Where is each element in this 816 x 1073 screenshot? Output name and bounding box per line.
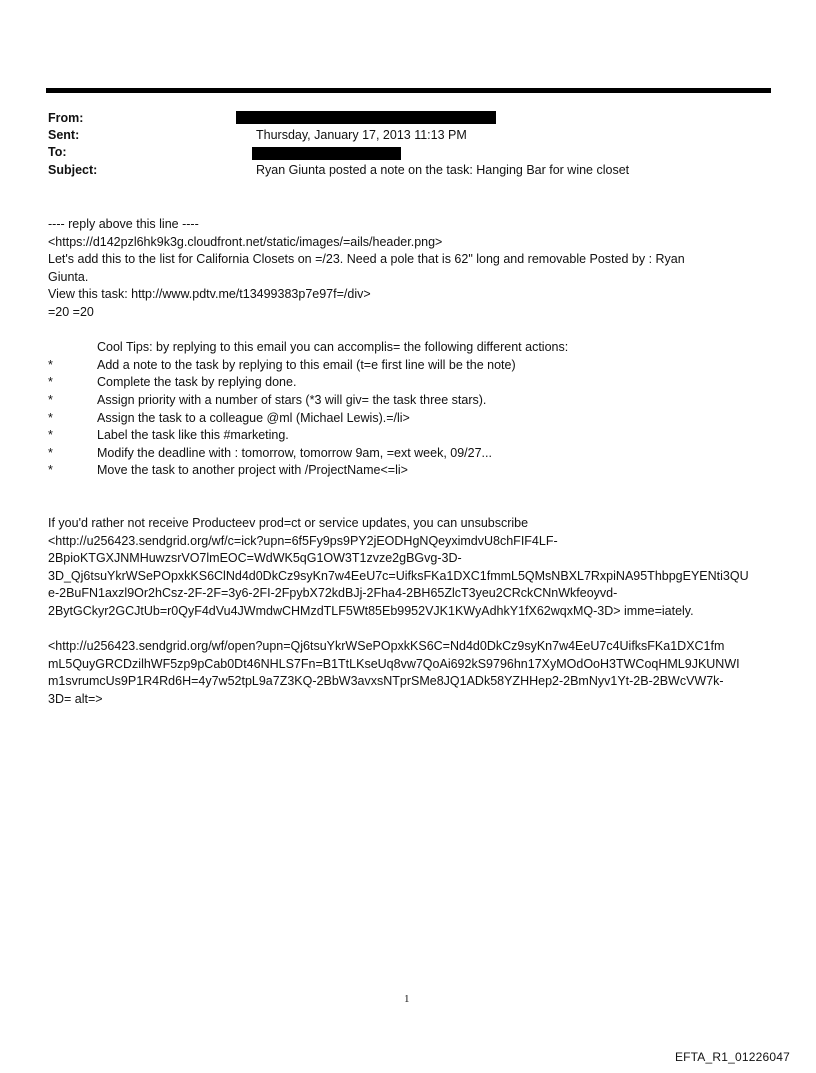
tip-item: [48, 392, 778, 410]
unsubscribe-link[interactable]: 2BpioKTGXJNMHuwzsrVO7lmEOC=WdWK5qG1OW3T1zvze2gBGvg-3D-: [48, 551, 462, 566]
spacer: [48, 322, 778, 340]
view-task-link[interactable]: View this task: http://www.pdtv.me/t13499383p7e97f=/div>: [48, 287, 371, 302]
email-body: [48, 216, 778, 709]
bullet-star: *: [48, 428, 53, 443]
tracking-link[interactable]: mL5QuyGRCDzilhWF5zp9pCab0Dt46NHLS7Fn=B1TtLKseUq8vw7QoAi692kS9796hn17XyMOdOoH3TWCoqHML9JKUNWI: [48, 656, 740, 671]
tip-text: Label the task like this #marketing.: [97, 428, 289, 443]
from-label: From:: [48, 111, 84, 125]
note-text-cont: Giunta.: [48, 269, 89, 284]
tip-item: [48, 374, 778, 392]
header-rule: [46, 88, 771, 93]
to-label: To:: [48, 145, 67, 159]
tip-text: Move the task to another project with /ProjectName<=li>: [97, 463, 408, 478]
unsubscribe-text: If you'd rather not receive Producteev prod=ct or service updates, you can unsubscribe: [48, 516, 529, 531]
tips-heading: Cool Tips: by replying to this email you can accomplis= the following different actions:: [97, 340, 569, 355]
tracking-link[interactable]: <http://u256423.sendgrid.org/wf/open?upn=Qj6tsuYkrWSePOpxkKS6C=Nd4d0DkCz9syKn7w4EeU7c4UifksFKa1DXC1fm: [48, 639, 725, 654]
spacer: [48, 480, 778, 498]
tip-item: [48, 357, 778, 375]
to-redaction: [252, 147, 401, 160]
spacer: [48, 621, 778, 639]
bullet-star: *: [48, 392, 53, 407]
subject-value: Ryan Giunta posted a note on the task: Hanging Bar for wine closet: [256, 163, 630, 177]
note-text: Let's add this to the list for California Closets on =/23. Need a pole that is 62" long and removable Posted by : Ryan: [48, 252, 685, 267]
unsubscribe-link[interactable]: 3D_Qj6tsuYkrWSePOpxkKS6ClNd4d0DkCz9syKn7w4EeU7c=UifksFKa1DXC1fmmL5QMsNBXL7RxpiNA95ThbpgEYENti3QU: [48, 568, 749, 583]
tip-text: Add a note to the task by replying to this email (t=e first line will be the note): [97, 357, 516, 372]
tip-item: [48, 410, 778, 428]
from-redaction: [236, 111, 496, 124]
bates-number: EFTA_R1_01226047: [674, 1050, 790, 1064]
sent-label: Sent:: [48, 128, 80, 142]
header-image-link[interactable]: <https://d142pzl6hk9k3g.cloudfront.net/static/images/=ails/header.png>: [48, 234, 443, 249]
tip-text: Assign priority with a number of stars (*3 will giv= the task three stars).: [97, 392, 487, 407]
reply-marker-line: ---- reply above this line ----: [48, 217, 199, 231]
unsubscribe-link[interactable]: <http://u256423.sendgrid.org/wf/c=ick?upn=6f5Fy9ps9PY2jEODHgNQeyximdvU8chFIF4LF-: [48, 533, 558, 548]
bullet-star: *: [48, 357, 53, 372]
bullet-star: *: [48, 445, 53, 460]
spacer: [48, 498, 778, 516]
tip-text: Modify the deadline with : tomorrow, tomorrow 9am, =ext week, 09/27...: [97, 445, 492, 460]
subject-label: Subject:: [48, 163, 98, 177]
tip-item: [48, 462, 778, 480]
tip-item: [48, 427, 778, 445]
unsubscribe-link[interactable]: 2BytGCkyr2GCJtUb=r0QyF4dVu4JWmdwCHMzdTLF5Wt85Eb9952VJK1KWyAdhkY1fX62wqxMQ-3D> imme=iately.: [48, 604, 694, 619]
tracking-link[interactable]: 3D= alt=>: [48, 692, 103, 707]
spacer-text: =20 =20: [48, 304, 94, 319]
bullet-star: *: [48, 375, 53, 390]
tip-text: Assign the task to a colleague @ml (Michael Lewis).=/li>: [97, 410, 410, 425]
page-number: 1: [404, 993, 410, 1005]
sent-value: Thursday, January 17, 2013 11:13 PM: [256, 128, 467, 142]
bullet-star: *: [48, 463, 53, 478]
unsubscribe-link[interactable]: e-2BuFN1axzl9Or2hCsz-2F-2F=3y6-2FI-2FpybX72kdBJj-2Fha4-2BH65ZlcT3yeu2CRckCNnWkfeoyvd-: [48, 586, 618, 601]
tip-text: Complete the task by replying done.: [97, 375, 297, 390]
tip-item: [48, 445, 778, 463]
tracking-link[interactable]: m1svrumcUs9P1R4Rd6H=4y7w52tpL9a7Z3KQ-2BbW3avxsNTprSMe8JQ1ADk58YZHHep2-2BmNyv1Yt-2B-2BWcVW7k-: [48, 674, 724, 689]
bullet-star: *: [48, 410, 53, 425]
